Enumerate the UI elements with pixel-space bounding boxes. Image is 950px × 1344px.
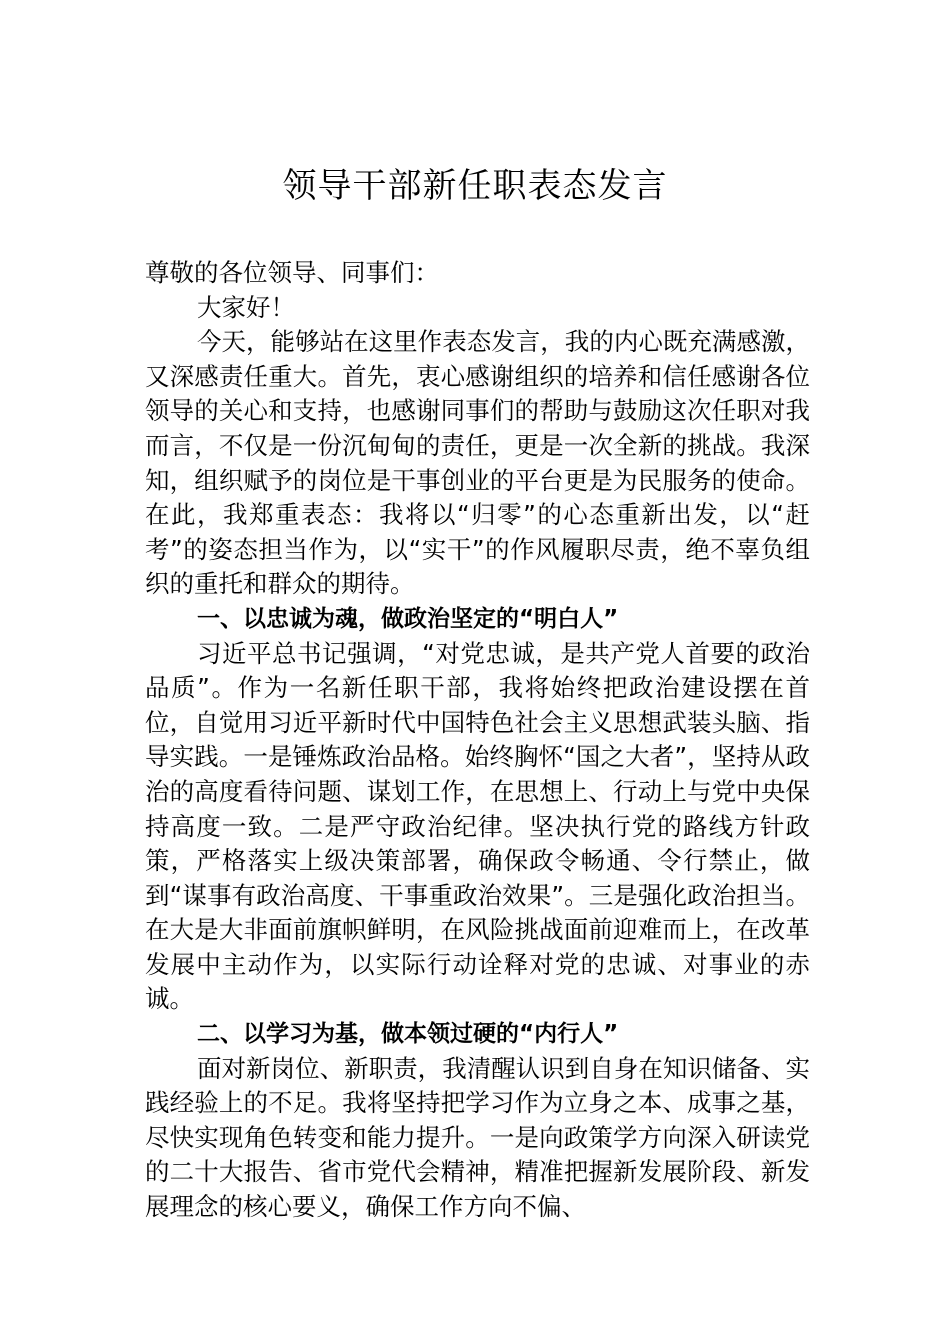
intro-paragraph: 今天，能够站在这里作表态发言，我的内心既充满感激，又深感责任重大。首先，衷心感谢组织的培养和信任感谢各位领导的关心和支持，也感谢同事们的帮助与鼓励这次任职对我而言，不仅是一份沉甸甸的责任，更是一次全新的挑战。我深知，组织赋予的岗位是干事创业的平台更是为民服务的使命。在此，我郑重表态：我将以“归零”的心态重新出发，以“赶考”的姿态担当作为，以“实干”的作风履职尽责，绝不辜负组织的重托和群众的期待。	[145, 327, 810, 599]
salutation: 尊敬的各位领导、同事们：	[145, 258, 439, 287]
greeting: 大家好！	[197, 292, 295, 322]
document-body	[145, 256, 810, 1225]
document-title: 领导干部新任职表态发言	[282, 166, 668, 206]
section-2-heading: 二、以学习为基，做本领过硬的“内行人”	[197, 1021, 619, 1048]
section-1-heading: 一、以忠诚为魂，做政治坚定的“明白人”	[197, 605, 619, 632]
section-1-paragraph: 习近平总书记强调，“对党忠诚，是共产党人首要的政治品质”。作为一名新任职干部，我将始终把政治建设摆在首位，自觉用习近平新时代中国特色社会主义思想武装头脑、指导实践。一是锤炼政治品格。始终胸怀“国之大者”，坚持从政治的高度看待问题、谋划工作，在思想上、行动上与党中央保持高度一致。二是严守政治纪律。坚决执行党的路线方针政策，严格落实上级决策部署，确保政令畅通、令行禁止，做到“谋事有政治高度、干事重政治效果”。三是强化政治担当。在大是大非面前旗帜鲜明，在风险挑战面前迎难而上，在改革发展中主动作为，以实际行动诠释对党的忠诚、对事业的赤诚。	[145, 638, 810, 1014]
section-2-paragraph: 面对新岗位、新职责，我清醒认识到自身在知识储备、实践经验上的不足。我将坚持把学习作为立身之本、成事之基，尽快实现角色转变和能力提升。一是向政策学方向深入研读党的二十大报告、省市党代会精神，精准把握新发展阶段、新发展理念的核心要义，确保工作方向不偏、	[145, 1053, 810, 1222]
